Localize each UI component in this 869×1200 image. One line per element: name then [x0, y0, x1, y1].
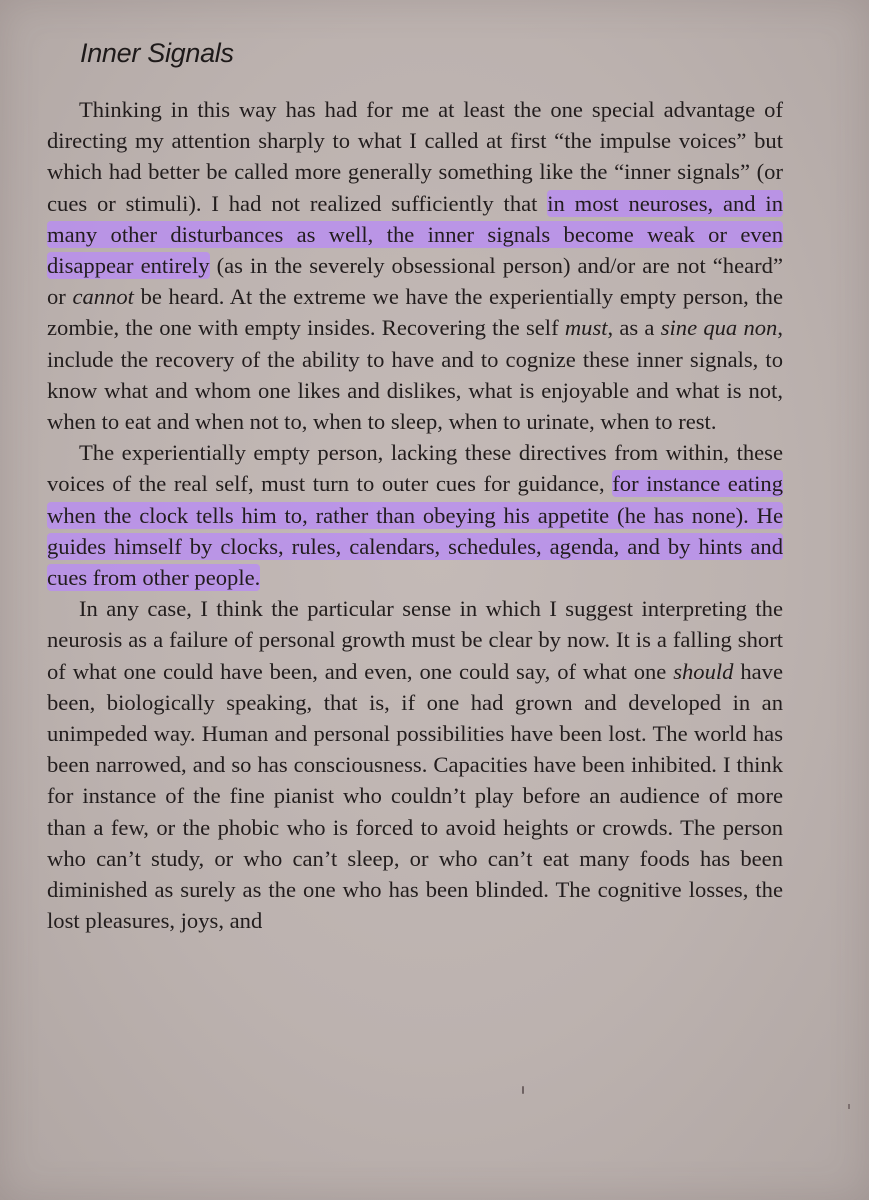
paragraph — [47, 94, 783, 437]
body-text — [47, 94, 783, 936]
text-segment: (as in the severely obsessional person) and/or are not “heard” or — [47, 253, 783, 310]
text-segment: The experientially empty person, lacking these directives from within, these voices of the real self, must turn to outer cues for guidance, — [47, 440, 783, 497]
highlighted-passage[interactable]: for instance eating when the clock tells him to, rather than obeying his appetite (he has none). He guides himself by clocks, rules, calendars, schedules, agenda, and by hints and cues from other people. — [47, 471, 784, 591]
italic-text: sine qua non — [660, 315, 778, 341]
text-segment: be heard. At the extreme we have the experientially empty person, the zombie, the one with empty insides. Recovering the self — [47, 284, 783, 341]
text-segment: , include the recovery of the ability to have and to cognize these inner signals, to know what and whom one likes and dislikes, what is enjoyable and what is not, when to eat and when not to, when to sleep, when to urinate, when to rest. — [47, 315, 783, 435]
text-segment: In any case, I think the particular sense in which I suggest interpreting the neurosis as a failure of personal growth must be clear by now. It is a falling short of what one could have been, and even, one could say, of what one — [47, 596, 783, 684]
text-segment: Thinking in this way has had for me at least the one special advantage of directing my attention sharply to what I called at first “the impulse voices” but which had better be called more generally something like the “inner signals” (or cues or stimuli). I had not realized sufficiently that — [47, 97, 783, 216]
text-segment: , as a — [607, 315, 661, 341]
italic-text: must — [564, 315, 608, 341]
text-segment: have been, biologically speaking, that is, if one had grown and developed in an unimpeded way. Human and personal possibilities have been lost. The world has been narrowed, and so has consciousness. Capacities have been inhibited. I think for instance of the fine pianist who couldn’t play before an audience of more than a few, or the phobic who is forced to avoid heights or crowds. The person who can’t study, or who can’t sleep, or who can’t eat many foods has been diminished as surely as the one who has been blinded. The cognitive losses, the lost pleasures, joys, and — [47, 658, 783, 934]
ink-mark — [522, 1086, 524, 1094]
italic-text: cannot — [72, 284, 134, 310]
paragraph — [47, 437, 783, 593]
italic-text: should — [673, 658, 734, 684]
paragraph — [47, 593, 783, 936]
ink-mark — [848, 1104, 850, 1109]
section-heading: Inner Signals — [80, 38, 234, 68]
highlighted-passage[interactable]: in most neuroses, and in many other disturbances as well, the inner signals become weak or even disappear entirely — [47, 190, 784, 279]
